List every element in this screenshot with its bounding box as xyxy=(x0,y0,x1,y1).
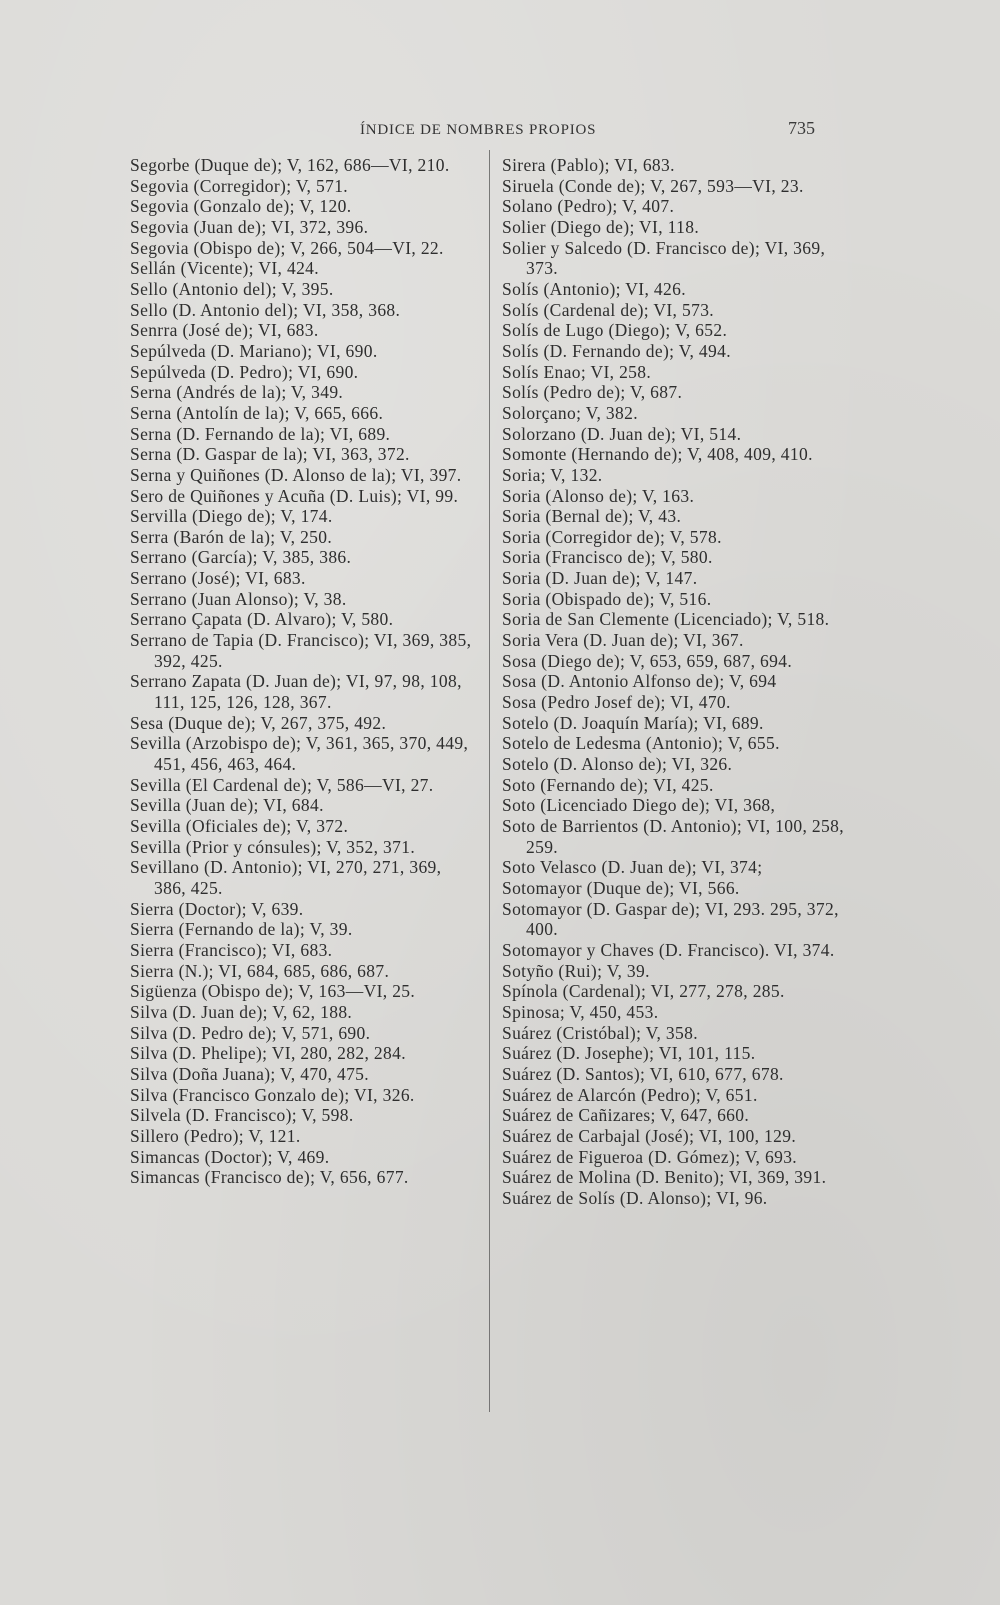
index-entry: Sevilla (Prior y cónsules); V, 352, 371. xyxy=(130,836,416,857)
index-entry: Sierra (Doctor); V, 639. xyxy=(130,898,304,919)
index-entry: Serrano (Juan Alonso); V, 38. xyxy=(130,588,347,609)
index-entry: Solier y Salcedo (D. Francisco de); VI, 369, 373. xyxy=(502,237,826,279)
index-entry: Solís de Lugo (Diego); V, 652. xyxy=(502,320,728,341)
index-entry: Serrano (García); V, 385, 386. xyxy=(130,547,352,568)
index-entry: Sevilla (El Cardenal de); V, 586—VI, 27. xyxy=(130,774,434,795)
running-header: ÍNDICE DE NOMBRES PROPIOS xyxy=(360,122,597,138)
index-entry: Solier (Diego de); VI, 118. xyxy=(502,216,700,237)
index-entry: Silva (Doña Juana); V, 470, 475. xyxy=(130,1063,370,1084)
index-entry: Sevilla (Arzobispo de); V, 361, 365, 370, 449, 451, 456, 463, 464. xyxy=(130,733,469,775)
index-entry: Silva (D. Pedro de); V, 571, 690. xyxy=(130,1022,371,1043)
index-entry: Solorçano; V, 382. xyxy=(502,402,638,423)
index-entry: Sosa (D. Antonio Alfonso de); V, 694 xyxy=(502,671,777,692)
index-entry: Solís (Pedro de); V, 687. xyxy=(502,382,683,403)
index-entry: Serna (D. Fernando de la); VI, 689. xyxy=(130,423,391,444)
index-column-right xyxy=(502,155,847,1208)
index-entry: Sepúlveda (D. Mariano); VI, 690. xyxy=(130,340,378,361)
index-column-left xyxy=(130,155,475,1188)
index-entry: Solís (Cardenal de); VI, 573. xyxy=(502,299,715,320)
index-entry: Soria (Obispado de); V, 516. xyxy=(502,588,712,609)
index-entry: Segorbe (Duque de); V, 162, 686—VI, 210. xyxy=(130,155,450,175)
index-entry: Sotelo de Ledesma (Antonio); V, 655. xyxy=(502,733,780,754)
index-entry: Serna (Andrés de la); V, 349. xyxy=(130,382,344,403)
index-entry: Sirera (Pablo); VI, 683. xyxy=(502,155,675,175)
index-entry: Sillero (Pedro); V, 121. xyxy=(130,1125,301,1146)
index-entry: Soto (Licenciado Diego de); VI, 368, xyxy=(502,795,776,816)
index-entry: Servilla (Diego de); V, 174. xyxy=(130,506,333,527)
index-entry: Sello (D. Antonio del); VI, 358, 368. xyxy=(130,299,401,320)
index-entry: Sevilla (Oficiales de); V, 372. xyxy=(130,816,349,836)
index-entry: Segovia (Corregidor); V, 571. xyxy=(130,175,349,196)
index-entry: Soto Velasco (D. Juan de); VI, 374; xyxy=(502,857,763,878)
index-entry: Simancas (Doctor); V, 469. xyxy=(130,1146,330,1167)
index-entry: Soto (Fernando de); VI, 425. xyxy=(502,774,714,795)
index-entry: Sotelo (D. Joaquín María); VI, 689. xyxy=(502,712,764,733)
index-entry: Serrano (José); VI, 683. xyxy=(130,568,306,589)
index-entry: Segovia (Obispo de); V, 266, 504—VI, 22. xyxy=(130,237,444,258)
index-entry: Sepúlveda (D. Pedro); VI, 690. xyxy=(130,361,359,382)
index-entry: Suárez de Alarcón (Pedro); V, 651. xyxy=(502,1084,758,1105)
index-entry: Solís (D. Fernando de); V, 494. xyxy=(502,340,731,361)
index-entry: Silva (D. Juan de); V, 62, 188. xyxy=(130,1001,353,1022)
index-entry: Sierra (Fernando de la); V, 39. xyxy=(130,919,353,940)
index-entry: Segovia (Juan de); VI, 372, 396. xyxy=(130,216,369,237)
index-entry: Suárez (Cristóbal); V, 358. xyxy=(502,1022,698,1043)
index-entry: Sellán (Vicente); VI, 424. xyxy=(130,258,319,279)
index-entry: Silvela (D. Francisco); V, 598. xyxy=(130,1105,354,1126)
index-entry: Solano (Pedro); V, 407. xyxy=(502,196,675,217)
index-entry: Somonte (Hernando de); V, 408, 409, 410. xyxy=(502,444,813,465)
index-entry: Soria (Corregidor de); V, 578. xyxy=(502,526,722,547)
index-entry: Sero de Quiñones y Acuña (D. Luis); VI, 99. xyxy=(130,485,459,506)
index-entry: Soria de San Clemente (Licenciado); V, 518. xyxy=(502,609,830,630)
index-entry: Simancas (Francisco de); V, 656, 677. xyxy=(130,1167,409,1188)
index-entry: Soria (Bernal de); V, 43. xyxy=(502,506,682,527)
index-entry: Sigüenza (Obispo de); V, 163—VI, 25. xyxy=(130,981,416,1002)
index-entry: Soria; V, 132. xyxy=(502,464,603,485)
index-entry: Soria (Alonso de); V, 163. xyxy=(502,485,695,506)
index-entry: Sotyño (Rui); V, 39. xyxy=(502,960,650,981)
index-entry: Spinosa; V, 450, 453. xyxy=(502,1001,659,1022)
index-entry: Sotelo (D. Alonso de); VI, 326. xyxy=(502,754,733,775)
index-entry: Suárez de Solís (D. Alonso); VI, 96. xyxy=(502,1187,768,1208)
index-entry: Serrano Çapata (D. Alvaro); V, 580. xyxy=(130,609,394,630)
index-entry: Soria Vera (D. Juan de); VI, 367. xyxy=(502,630,744,651)
index-entry: Serna y Quiñones (D. Alonso de la); VI, 397. xyxy=(130,464,462,485)
index-entry: Silva (Francisco Gonzalo de); VI, 326. xyxy=(130,1084,415,1105)
index-entry: Sevillano (D. Antonio); VI, 270, 271, 369, 386, 425. xyxy=(130,857,442,898)
index-entry: Sierra (N.); VI, 684, 685, 686, 687. xyxy=(130,960,390,981)
index-entry: Sevilla (Juan de); VI, 684. xyxy=(130,795,324,816)
index-entry: Suárez (D. Josephe); VI, 101, 115. xyxy=(502,1043,756,1064)
index-entry: Serrano Zapata (D. Juan de); VI, 97, 98, 108, 111, 125, 126, 128, 367. xyxy=(130,671,462,713)
column-divider xyxy=(489,150,490,1412)
index-entry: Serna (D. Gaspar de la); VI, 363, 372. xyxy=(130,444,410,465)
index-entry: Silva (D. Phelipe); VI, 280, 282, 284. xyxy=(130,1043,406,1064)
index-entry: Suárez de Molina (D. Benito); VI, 369, 391. xyxy=(502,1167,827,1188)
index-entry: Sello (Antonio del); V, 395. xyxy=(130,278,334,299)
index-entry: Serrano de Tapia (D. Francisco); VI, 369, 385, 392, 425. xyxy=(130,630,472,671)
index-entry: Sotomayor y Chaves (D. Francisco). VI, 374. xyxy=(502,939,835,960)
index-entry: Serna (Antolín de la); V, 665, 666. xyxy=(130,402,384,423)
index-entry: Solorzano (D. Juan de); VI, 514. xyxy=(502,423,742,444)
index-entry: Suárez (D. Santos); VI, 610, 677, 678. xyxy=(502,1063,784,1084)
index-entry: Sosa (Diego de); V, 653, 659, 687, 694. xyxy=(502,650,793,671)
index-entry: Soto de Barrientos (D. Antonio); VI, 100, 258, 259. xyxy=(502,816,844,857)
index-entry: Sierra (Francisco); VI, 683. xyxy=(130,939,333,960)
index-entry: Serra (Barón de la); V, 250. xyxy=(130,526,333,547)
index-entry: Siruela (Conde de); V, 267, 593—VI, 23. xyxy=(502,175,804,196)
index-entry: Suárez de Cañizares; V, 647, 660. xyxy=(502,1105,750,1126)
index-entry: Solís Enao; VI, 258. xyxy=(502,361,652,382)
index-entry: Solís (Antonio); VI, 426. xyxy=(502,278,686,299)
index-entry: Sosa (Pedro Josef de); VI, 470. xyxy=(502,692,731,713)
index-entry: Spínola (Cardenal); VI, 277, 278, 285. xyxy=(502,981,785,1002)
index-entry: Segovia (Gonzalo de); V, 120. xyxy=(130,196,352,217)
index-entry: Senrra (José de); VI, 683. xyxy=(130,320,319,341)
index-entry: Sesa (Duque de); V, 267, 375, 492. xyxy=(130,712,387,733)
index-entry: Soria (D. Juan de); V, 147. xyxy=(502,568,698,589)
index-entry: Sotomayor (Duque de); VI, 566. xyxy=(502,877,740,898)
index-entry: Sotomayor (D. Gaspar de); VI, 293. 295, 372, 400. xyxy=(502,898,839,940)
index-entry: Suárez de Carbajal (José); VI, 100, 129. xyxy=(502,1125,797,1146)
index-entry: Suárez de Figueroa (D. Gómez); V, 693. xyxy=(502,1146,798,1167)
index-entry: Soria (Francisco de); V, 580. xyxy=(502,547,713,568)
page-number: 735 xyxy=(788,118,815,138)
